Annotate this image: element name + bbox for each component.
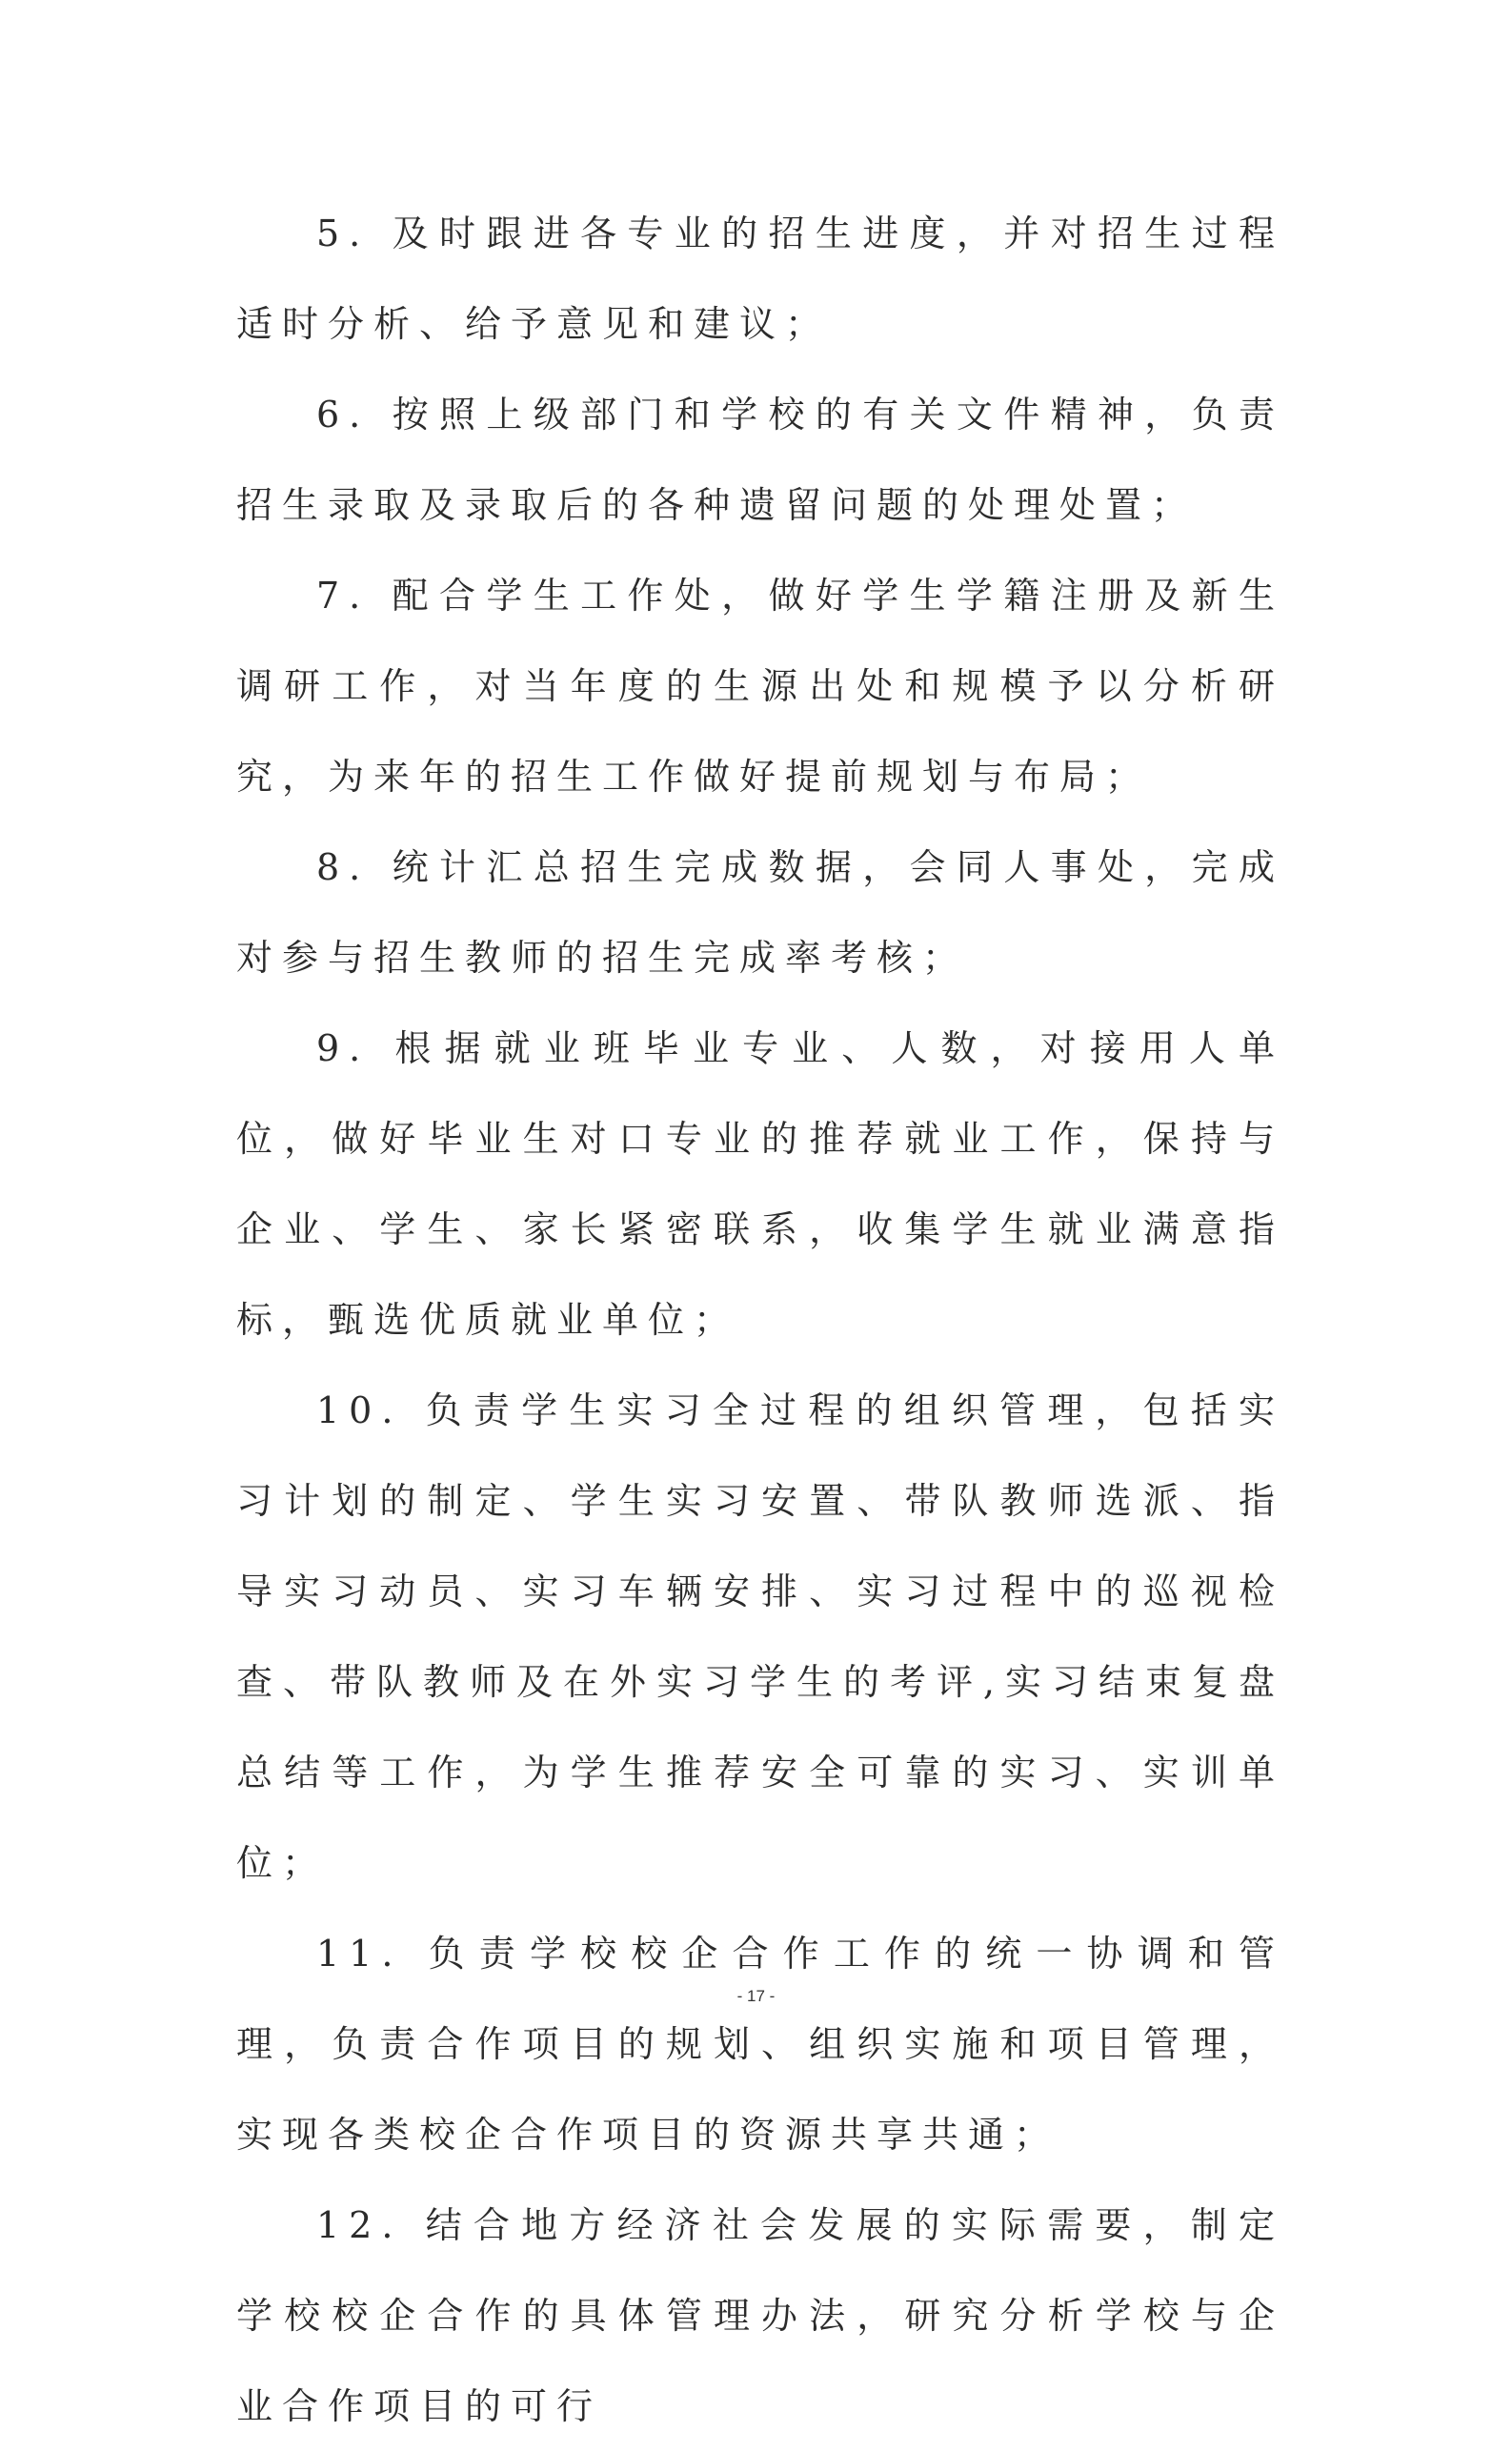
page-number: - 17 - (736, 1987, 776, 2005)
paragraph-item-5: 5. 及时跟进各专业的招生进度，并对招生过程适时分析、给予意见和建议； (236, 213, 1284, 345)
paragraph-item-12: 12. 结合地方经济社会发展的实际需要，制定学校校企合作的具体管理办法，研究分析学校与企业合作项目的可行 (236, 2204, 1284, 2427)
paragraph-item-7: 7. 配合学生工作处，做好学生学籍注册及新生调研工作，对当年度的生源出处和规模予以分析研究，为来年的招生工作做好提前规划与布局； (236, 575, 1284, 798)
paragraph-item-11: 11. 负责学校校企合作工作的统一协调和管理，负责合作项目的规划、组织实施和项目管理，实现各类校企合作项目的资源共享共通； (236, 1933, 1284, 2156)
paragraph-item-10: 10. 负责学生实习全过程的组织管理，包括实习计划的制定、学生实习安置、带队教师选派、指导实习动员、实习车辆安排、实习过程中的巡视检查、带队教师及在外实习学生的考评,实习结束复盘总结等工作，为学生推荐安全可靠的实习、实训单位； (236, 1389, 1284, 1884)
paragraph-item-6: 6. 按照上级部门和学校的有关文件精神，负责招生录取及录取后的各种遗留问题的处理处置； (236, 394, 1284, 526)
paragraph-item-9: 9. 根据就业班毕业专业、人数，对接用人单位，做好毕业生对口专业的推荐就业工作，保持与企业、学生、家长紧密联系，收集学生就业满意指标，甄选优质就业单位； (236, 1027, 1284, 1341)
body-text (236, 189, 1284, 2452)
paragraph-item-8: 8. 统计汇总招生完成数据，会同人事处，完成对参与招生教师的招生完成率考核； (236, 846, 1284, 979)
